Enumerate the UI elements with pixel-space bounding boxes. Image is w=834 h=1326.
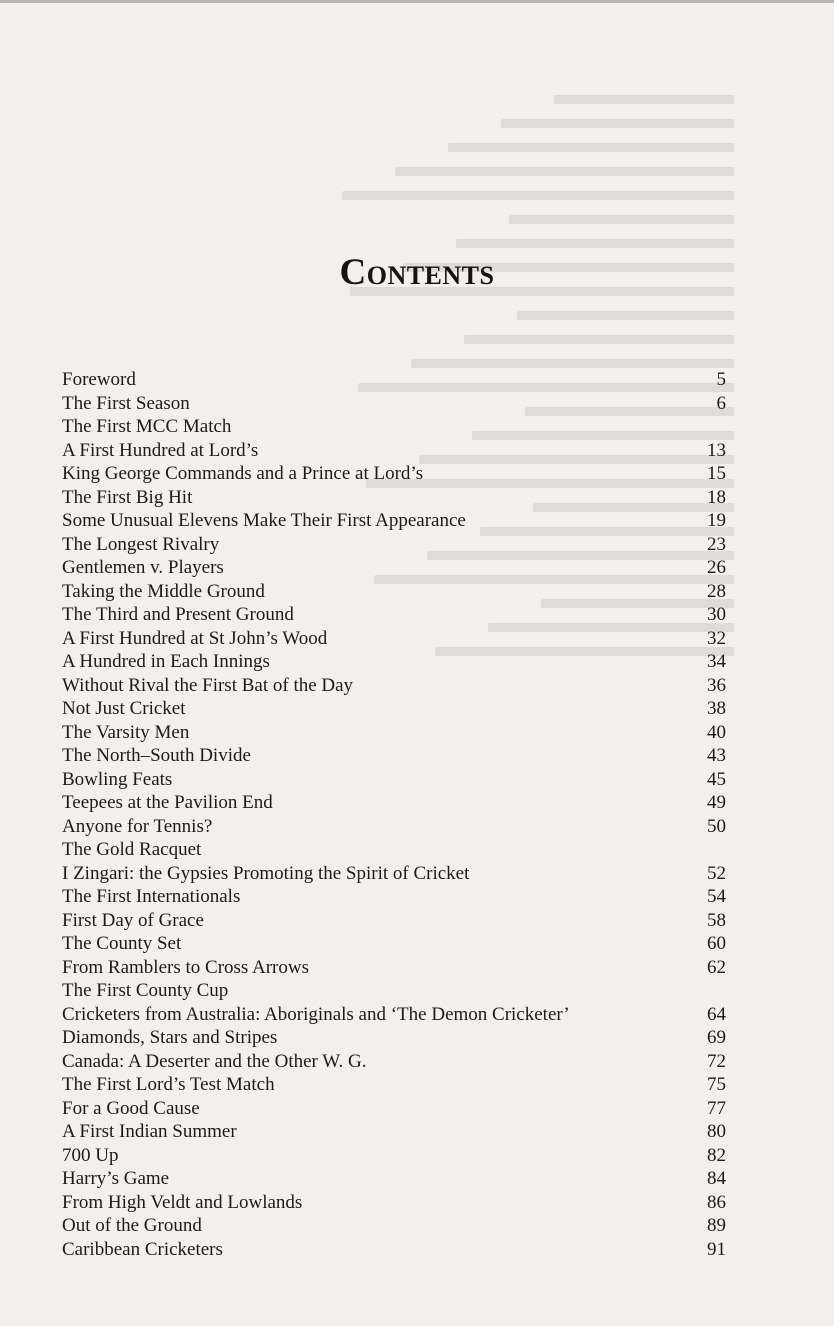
toc-entry-page: 26: [707, 557, 726, 578]
toc-entry-title: The First Lord’s Test Match: [62, 1074, 275, 1095]
toc-entry-page: 91: [707, 1238, 726, 1260]
toc-entry: [62, 415, 726, 439]
toc-entry-title: The Varsity Men: [62, 721, 190, 743]
toc-entry: [62, 1238, 726, 1262]
toc-entry-page: 69: [707, 1027, 726, 1048]
toc-entry: [62, 392, 726, 416]
show-through-line: [464, 335, 734, 344]
toc-entry-title: 700 Up: [62, 1144, 119, 1166]
toc-entry-page: 38: [707, 698, 726, 719]
toc-entry-title: The First Season: [62, 392, 190, 414]
toc-entry-page: 34: [707, 651, 726, 672]
toc-entry-title: From High Veldt and Lowlands: [62, 1191, 303, 1213]
toc-entry: [62, 1073, 726, 1097]
toc-entry: [62, 1191, 726, 1215]
toc-entry-title: A Hundred in Each Innings: [62, 651, 270, 672]
toc-entry-page: 54: [707, 886, 726, 907]
toc-entry-page: 40: [707, 721, 726, 743]
toc-entry: [62, 979, 726, 1003]
toc-entry-page: 30: [707, 604, 726, 625]
toc-entry-page: 52: [707, 862, 726, 884]
toc-entry-title: The First Internationals: [62, 886, 241, 907]
contents-list: [62, 368, 726, 1261]
toc-entry-page: 13: [707, 439, 726, 461]
toc-entry-title: Gentlemen v. Players: [62, 557, 224, 578]
show-through-line: [509, 215, 734, 224]
toc-entry-title: Cricketers from Australia: Aboriginals and ‘The Demon Cricketer’: [62, 1003, 570, 1025]
toc-entry: [62, 368, 726, 392]
toc-entry-page: 23: [707, 533, 726, 555]
toc-entry-page: 77: [707, 1097, 726, 1119]
toc-entry: [62, 932, 726, 956]
toc-entry-page: 28: [707, 580, 726, 602]
toc-entry-page: 50: [707, 815, 726, 837]
toc-entry: [62, 627, 726, 651]
toc-entry-page: 45: [707, 768, 726, 790]
toc-entry-title: The Gold Racquet: [62, 839, 202, 860]
toc-entry-page: 58: [707, 909, 726, 931]
toc-entry-title: The Third and Present Ground: [62, 604, 294, 625]
toc-entry-page: 62: [707, 956, 726, 978]
toc-entry-title: From Ramblers to Cross Arrows: [62, 956, 309, 978]
toc-entry: [62, 509, 726, 533]
toc-entry-page: 49: [707, 792, 726, 813]
toc-entry-page: 86: [707, 1191, 726, 1213]
show-through-line: [501, 119, 734, 128]
show-through-line: [395, 167, 734, 176]
toc-entry: [62, 1144, 726, 1168]
toc-entry-page: 80: [707, 1121, 726, 1142]
toc-entry-title: A First Indian Summer: [62, 1121, 237, 1142]
toc-entry-title: Foreword: [62, 369, 136, 390]
toc-entry-title: The North–South Divide: [62, 745, 251, 766]
toc-entry: [62, 650, 726, 674]
toc-entry-title: A First Hundred at Lord’s: [62, 439, 259, 461]
toc-entry-page: 75: [707, 1074, 726, 1095]
toc-entry: [62, 439, 726, 463]
toc-entry-page: 43: [707, 745, 726, 766]
page-top-edge: [0, 0, 834, 3]
toc-entry: [62, 486, 726, 510]
toc-entry-page: 36: [707, 674, 726, 696]
toc-entry: [62, 1097, 726, 1121]
toc-entry-title: For a Good Cause: [62, 1097, 200, 1119]
toc-entry-page: 5: [716, 369, 726, 390]
toc-entry: [62, 603, 726, 627]
toc-entry: [62, 1120, 726, 1144]
show-through-line: [456, 239, 734, 248]
toc-entry: [62, 580, 726, 604]
toc-entry-page: 6: [716, 392, 726, 414]
toc-entry: [62, 791, 726, 815]
toc-entry: [62, 909, 726, 933]
toc-entry: [62, 556, 726, 580]
toc-entry-page: 32: [707, 627, 726, 649]
toc-entry: [62, 862, 726, 886]
toc-entry: [62, 721, 726, 745]
toc-entry-title: Anyone for Tennis?: [62, 815, 213, 837]
toc-entry-title: The First Big Hit: [62, 486, 193, 508]
toc-entry: [62, 533, 726, 557]
toc-entry: [62, 697, 726, 721]
toc-entry: [62, 1050, 726, 1074]
toc-entry-page: 82: [707, 1144, 726, 1166]
toc-entry: [62, 1003, 726, 1027]
show-through-line: [448, 143, 734, 152]
toc-entry-title: I Zingari: the Gypsies Promoting the Spirit of Cricket: [62, 862, 470, 884]
toc-entry-title: Caribbean Cricketers: [62, 1238, 223, 1260]
show-through-line: [517, 311, 734, 320]
toc-entry-page: 19: [707, 510, 726, 531]
toc-entry-title: The County Set: [62, 933, 182, 954]
toc-entry-title: The Longest Rivalry: [62, 533, 220, 555]
toc-entry: [62, 956, 726, 980]
toc-entry-title: Harry’s Game: [62, 1168, 170, 1189]
toc-entry-page: 15: [707, 463, 726, 484]
toc-entry: [62, 815, 726, 839]
toc-entry: [62, 674, 726, 698]
toc-entry-title: Taking the Middle Ground: [62, 580, 265, 602]
show-through-line: [342, 191, 734, 200]
page-title: Contents: [339, 251, 495, 293]
toc-entry-title: Some Unusual Elevens Make Their First Appearance: [62, 510, 466, 531]
toc-entry-title: Without Rival the First Bat of the Day: [62, 674, 354, 696]
show-through-line: [554, 95, 734, 104]
toc-entry: [62, 768, 726, 792]
toc-entry-title: Diamonds, Stars and Stripes: [62, 1027, 278, 1048]
toc-entry-title: King George Commands and a Prince at Lord’s: [62, 463, 424, 484]
toc-entry-title: Out of the Ground: [62, 1215, 202, 1236]
toc-entry-page: 60: [707, 933, 726, 954]
toc-entry-title: The First MCC Match: [62, 416, 232, 437]
toc-entry: [62, 1214, 726, 1238]
toc-entry-page: 64: [707, 1003, 726, 1025]
toc-entry: [62, 744, 726, 768]
toc-entry: [62, 1167, 726, 1191]
toc-entry-title: First Day of Grace: [62, 909, 204, 931]
toc-entry-title: Bowling Feats: [62, 768, 173, 790]
toc-entry-page: 18: [707, 486, 726, 508]
toc-entry-title: Not Just Cricket: [62, 698, 186, 719]
toc-entry-title: A First Hundred at St John’s Wood: [62, 627, 328, 649]
toc-entry-page: 84: [707, 1168, 726, 1189]
toc-entry-page: 89: [707, 1215, 726, 1236]
toc-entry: [62, 1026, 726, 1050]
toc-entry-title: Canada: A Deserter and the Other W. G.: [62, 1050, 367, 1072]
toc-entry-title: The First County Cup: [62, 980, 229, 1001]
toc-entry: [62, 838, 726, 862]
toc-entry-title: Teepees at the Pavilion End: [62, 792, 273, 813]
toc-entry-page: 72: [707, 1050, 726, 1072]
toc-entry: [62, 885, 726, 909]
toc-entry: [62, 462, 726, 486]
show-through-line: [411, 359, 734, 368]
